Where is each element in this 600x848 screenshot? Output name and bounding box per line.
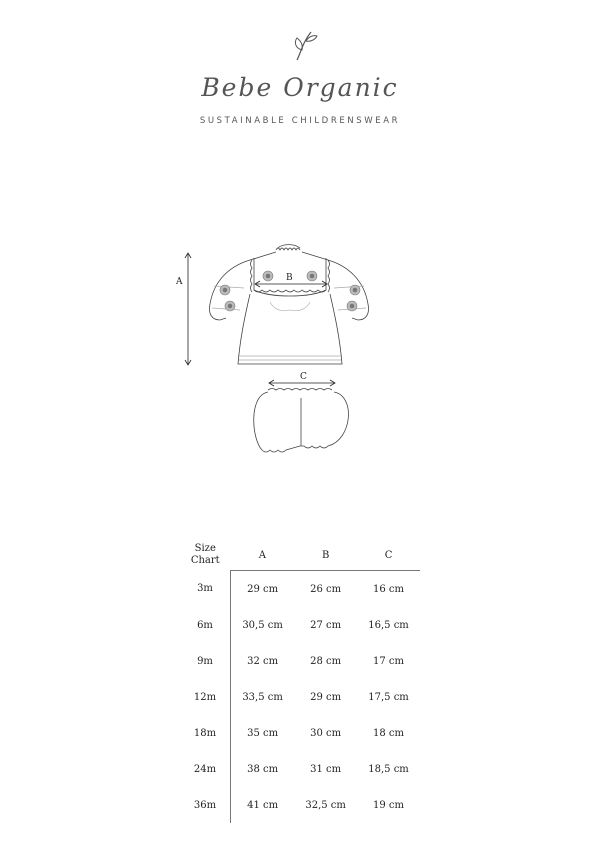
size-chart-heading (180, 540, 231, 571)
cell-b: 32,5 cm (305, 799, 346, 811)
brand-tagline: SUSTAINABLE CHILDRENSWEAR (199, 116, 401, 126)
table-row (180, 787, 420, 823)
cell-c: 17 cm (373, 655, 405, 667)
size-label: 6m (180, 607, 231, 643)
dimension-b-label: B (286, 273, 293, 283)
column-header-a: A (231, 540, 295, 571)
leaf-logo-icon (289, 28, 319, 62)
cell-a: 38 cm (247, 763, 279, 775)
cell-b: 30 cm (310, 727, 342, 739)
cell-a: 33,5 cm (242, 691, 283, 703)
cell-b: 31 cm (310, 763, 342, 775)
size-label: 18m (180, 715, 231, 751)
dimension-a-label: A (176, 277, 183, 287)
dimension-c-label: C (300, 372, 307, 382)
cell-c: 16 cm (373, 583, 405, 595)
cell-b: 27 cm (310, 619, 342, 631)
cell-c: 18,5 cm (368, 763, 409, 775)
cell-c: 18 cm (373, 727, 405, 739)
dimension-a (175, 253, 191, 365)
size-label: 9m (180, 643, 231, 679)
cell-c: 19 cm (373, 799, 405, 811)
size-label: 3m (180, 571, 231, 608)
garment-illustration (170, 240, 420, 470)
column-header-c: C (357, 540, 420, 571)
table-header-row (180, 540, 420, 571)
bloomers-drawing (254, 389, 349, 453)
size-label: 36m (180, 787, 231, 823)
column-header-b: B (294, 540, 357, 571)
size-chart-table (180, 540, 420, 823)
table-row (180, 571, 420, 608)
cell-a: 30,5 cm (242, 619, 283, 631)
cell-a: 41 cm (247, 799, 279, 811)
brand-name: Bebe Organic (201, 73, 399, 102)
cell-a: 35 cm (247, 727, 279, 739)
table-row (180, 679, 420, 715)
dimension-c (269, 372, 335, 386)
cell-c: 17,5 cm (368, 691, 409, 703)
size-label: 12m (180, 679, 231, 715)
size-chart-heading-line2: Chart (190, 555, 220, 567)
table-row (180, 751, 420, 787)
cell-a: 32 cm (247, 655, 279, 667)
cell-a: 29 cm (247, 583, 279, 595)
table-row (180, 607, 420, 643)
cell-b: 28 cm (310, 655, 342, 667)
table-row (180, 643, 420, 679)
cell-b: 26 cm (310, 583, 342, 595)
cell-b: 29 cm (310, 691, 342, 703)
table-row (180, 715, 420, 751)
cell-c: 16,5 cm (368, 619, 409, 631)
size-chart-heading-line1: Size (194, 543, 216, 555)
size-label: 24m (180, 751, 231, 787)
